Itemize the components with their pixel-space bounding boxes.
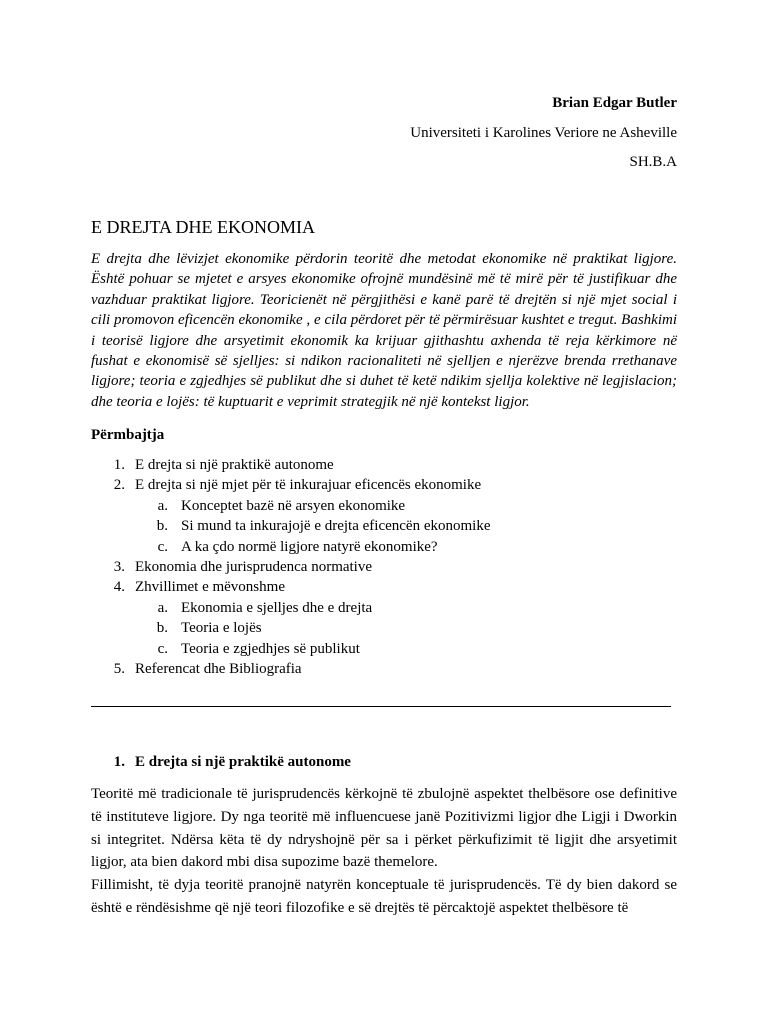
toc-subitem-letter: a. [157, 599, 168, 616]
toc-subitem [91, 537, 677, 557]
toc-subitem-letter: b. [156, 620, 168, 637]
toc-subitem-text: Teoria e zgjedhjes së publikut [181, 640, 360, 657]
author-name: Brian Edgar Butler [552, 95, 677, 111]
toc-subitem [91, 618, 677, 638]
toc-item-number: 4. [113, 579, 125, 596]
table-of-contents [91, 455, 677, 679]
toc-item-text: E drejta si një mjet për të inkurajuar eficencës ekonomike [135, 477, 482, 494]
toc-subitem [91, 598, 677, 618]
document-title: E DREJTA DHE EKONOMIA [91, 217, 316, 237]
toc-item-number: 3. [113, 559, 125, 576]
author-country: SH.B.A [629, 154, 677, 170]
toc-item [91, 557, 677, 577]
toc-item [91, 577, 677, 597]
toc-item-number: 2. [113, 477, 125, 494]
toc-item [91, 455, 677, 475]
toc-item [91, 475, 677, 495]
toc-subitem-letter: c. [157, 640, 168, 657]
toc-subitem-text: Konceptet bazë në arsyen ekonomike [181, 497, 406, 514]
section-title: E drejta si një praktikë autonome [135, 754, 351, 770]
toc-subitem-letter: b. [156, 518, 168, 535]
horizontal-divider [91, 706, 671, 707]
author-block [410, 93, 677, 182]
toc-item-number: 5. [113, 661, 125, 678]
toc-item-text: E drejta si një praktikë autonome [135, 457, 334, 473]
toc-subitem-letter: c. [157, 538, 168, 555]
section-number: 1. [113, 754, 125, 770]
toc-heading: Përmbajtja [91, 427, 165, 443]
toc-subitem-letter: a. [157, 497, 168, 514]
toc-subitem-text: Si mund ta inkurajojë e drejta eficencën ekonomike [181, 518, 491, 535]
toc-item [91, 659, 677, 679]
section-heading [91, 752, 351, 772]
toc-subitem [91, 516, 677, 536]
toc-item-text: Ekonomia dhe jurisprudenca normative [135, 559, 373, 576]
toc-subitem-text: Teoria e lojës [181, 620, 262, 637]
body-paragraph: Teoritë më tradicionale të jurisprudencës kërkojnë të zbulojnë aspektet thelbësore ose definitive të instituteve ligjore. Dy nga teoritë më influencuese janë Pozitivizmi ligjor dhe Ligji i Dworkin si integritet. Ndërsa këta të dy ndryshojnë për sa i përket përkufizimit të ligjit dhe arsyetimit ligjor, ata bien dakord mbi disa supozime bazë themelore. [91, 786, 677, 871]
author-affiliation: Universiteti i Karolines Veriore ne Asheville [410, 124, 677, 141]
toc-subitem [91, 496, 677, 516]
toc-item-text: Zhvillimet e mëvonshme [135, 579, 285, 596]
abstract-paragraph: E drejta dhe lëvizjet ekonomike përdorin teoritë dhe metodat ekonomike në praktikat ligjore. Është pohuar se mjetet e arsyes ekonomike ofrojnë mundësinë më të mirë për të justifikuar dhe vazhduar praktikat ligjore. Teoricienët në përgjithësi e kanë parë të drejtën si një mjet social i cili promovon eficencën ekonomike , e cila përdoret për të përmirësuar kushtet e tregut. Bashkimi i teorisë ligjore dhe arsyetimit ekonomik ka krijuar gjithashtu axhenda të reja kërkimore në fushat e ekonomisë së sjelljes: si ndikon racionaliteti në sjelljen e njerëzve brenda rrethanave ligjore; teoria e zgjedhjes së publikut dhe si duhet të ketë ndikim sjellja kolektive në legjislacion; dhe teoria e lojës: të kuptuarit e veprimit strategjik në një kontekst ligjor. [91, 251, 677, 410]
toc-subitem-text: Ekonomia e sjelljes dhe e drejta [181, 599, 373, 616]
toc-item-text: Referencat dhe Bibliografia [135, 661, 302, 678]
toc-subitem [91, 639, 677, 659]
toc-item-number: 1. [113, 457, 125, 473]
toc-subitem-text: A ka çdo normë ligjore natyrë ekonomike? [181, 538, 438, 555]
body-paragraph: Fillimisht, të dyja teoritë pranojnë natyrën konceptuale të jurisprudencës. Të dy bien dakord se është e rëndësishme që një teori filozofike e së drejtës të përcaktojë aspektet thelbësore të [91, 877, 677, 916]
